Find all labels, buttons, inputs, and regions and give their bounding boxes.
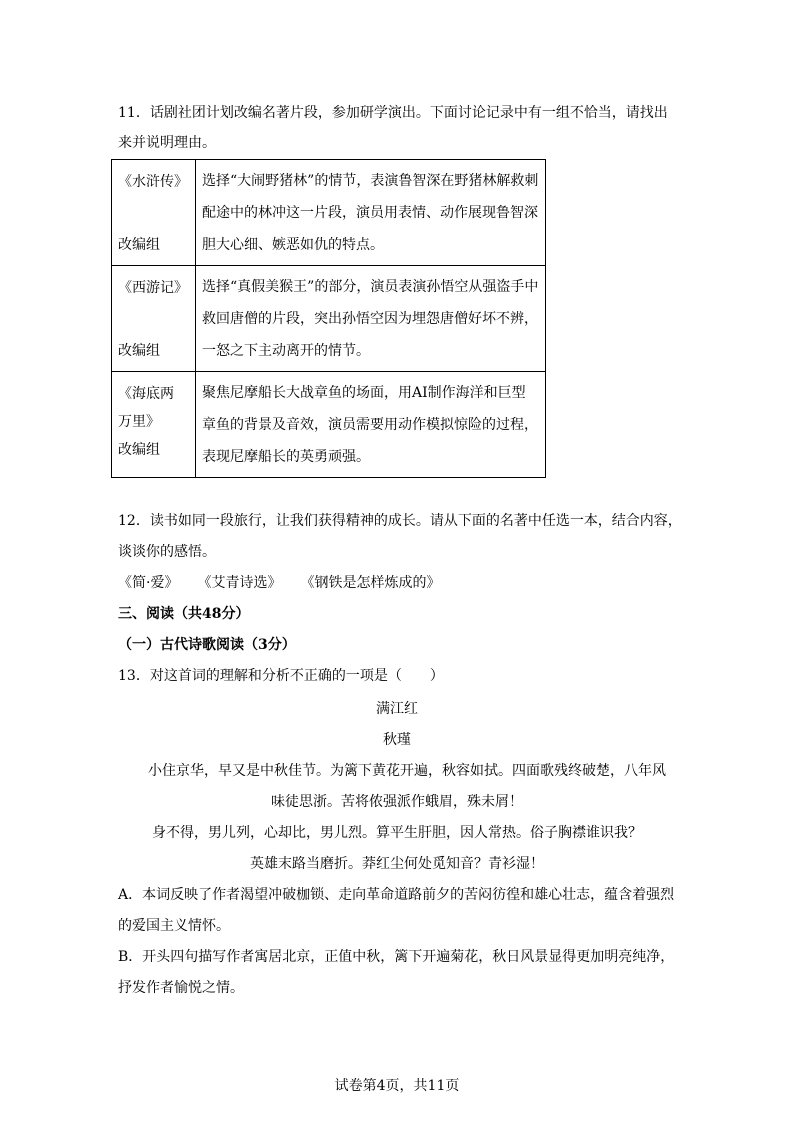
- poem-line: 英雄末路当磨折。莽红尘何处觅知音？青衫湿！: [250, 856, 544, 872]
- option-a-line1: A．本词反映了作者渴望冲破枷锁、走向革命道路前夕的苦闷彷徨和雄心壮志，蕴含着强烈: [118, 887, 675, 903]
- q12-book-list: [118, 573, 466, 593]
- group-name-stack: [118, 380, 174, 464]
- group-name-cell: [112, 372, 196, 478]
- q12-stem-line1: 12．读书如同一段旅行，让我们获得精神的成长。请从下面的名著中任选一本，结合内容，: [118, 513, 682, 529]
- q11-discussion-table: [111, 159, 546, 478]
- page-footer: 试卷第4页，共11页: [334, 1078, 460, 1094]
- group-label: 改编组: [118, 343, 160, 359]
- section-title: 三、阅读（共48分）: [118, 606, 250, 622]
- group-description: 聚焦尼摩船长大战章鱼的场面，用AI制作海洋和巨型章鱼的背景及音效，演员需要用动作模拟惊险的过程，表现尼摩船长的英勇顽强。: [196, 372, 546, 478]
- book-option: 《钢铁是怎样炼成的》: [307, 575, 441, 591]
- group-description: 选择“真假美猴王”的部分，演员表演孙悟空从强盗手中救回唐僧的片段，突出孙悟空因为埋怨唐僧好坏不辨，一怒之下主动离开的情节。: [196, 266, 546, 372]
- table-row: [112, 160, 546, 266]
- q13-stem: 13．对这首词的理解和分析不正确的一项是（ ）: [118, 668, 444, 684]
- group-name: 《西游记》: [118, 280, 188, 296]
- group-description: 选择“大闹野猪林”的情节，表演鲁智深在野猪林解救刺配途中的林冲这一片段，演员用表情、动作展现鲁智深胆大心细、嫉恶如仇的特点。: [196, 160, 546, 266]
- q12-stem-line2: 谈谈你的感悟。: [118, 544, 216, 560]
- subsection-title: （一）古代诗歌阅读（3分）: [118, 637, 296, 653]
- book-option: 《简·爱》: [118, 575, 179, 591]
- group-label: 改编组: [118, 442, 160, 458]
- group-label: 改编组: [118, 237, 160, 253]
- poem-line: 小住京华，早又是中秋佳节。为篱下黄花开遍，秋容如拭。四面歌残终破楚，八年风: [148, 763, 666, 779]
- group-name-cont: 万里》: [118, 414, 160, 430]
- book-option: 《艾青诗选》: [204, 575, 282, 591]
- option-b-line2: 抒发作者愉悦之情。: [118, 980, 244, 996]
- option-b-line1: B．开头四句描写作者寓居北京，正值中秋，篱下开遍菊花，秋日风景显得更加明亮纯净，: [118, 949, 675, 965]
- group-name-cell: [112, 266, 196, 372]
- q11-stem-line1: 11．话剧社团计划改编名著片段，参加研学演出。下面讨论记录中有一组不恰当，请找出: [118, 105, 668, 121]
- group-name: 《海底两: [118, 386, 174, 402]
- poem-author: 秋瑾: [383, 732, 411, 748]
- poem-line: 身不得，男儿列，心却比，男儿烈。算平生肝胆，因人常热。俗子胸襟谁识我？: [152, 825, 642, 841]
- poem-title: 满江红: [376, 701, 418, 717]
- option-a-line2: 的爱国主义情怀。: [118, 918, 230, 934]
- poem-line: 味徒思浙。苦将侬强派作蛾眉，殊未屑！: [271, 794, 523, 810]
- q11-stem-line2: 来并说明理由。: [118, 135, 216, 151]
- group-name: 《水浒传》: [118, 174, 188, 190]
- table-row: [112, 266, 546, 372]
- table-row: [112, 372, 546, 478]
- group-name-cell: [112, 160, 196, 266]
